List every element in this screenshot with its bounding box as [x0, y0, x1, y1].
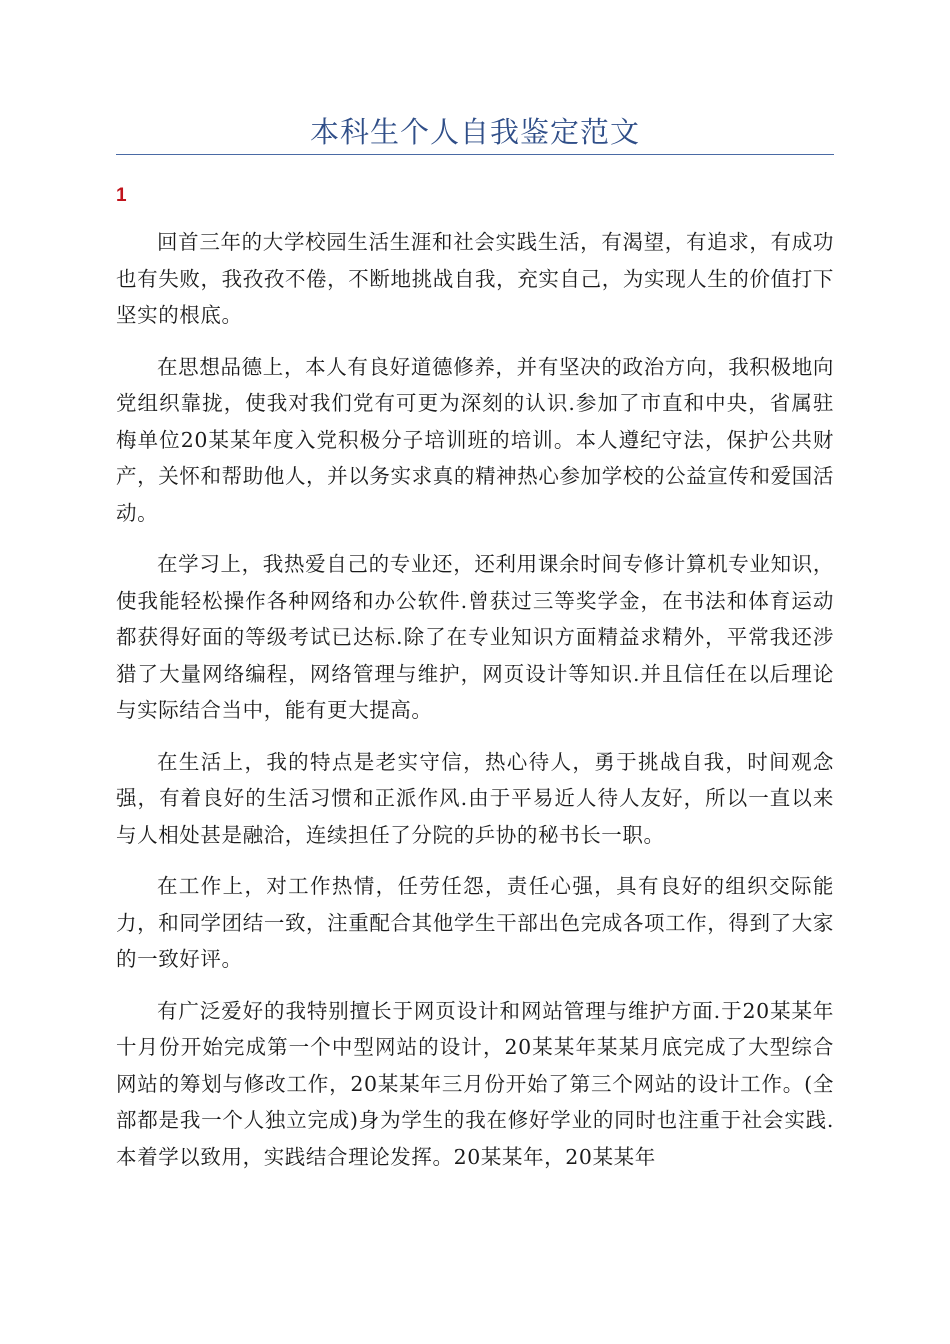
paragraph-hobbies: 有广泛爱好的我特别擅长于网页设计和网站管理与维护方面.于20某某年十月份开始完成第一个中型网站的设计，20某某年某某月底完成了大型综合网站的筹划与修改工作，20某某年三月份开始了第三个网站的设计工作。(全部都是我一个人独立完成)身为学生的我在修好学业的同时也注重于社会实践.本着学以致用，实践结合理论发挥。20某某年，20某某年 [116, 998, 834, 1169]
title-underline [116, 154, 834, 155]
paragraph-morality: 在思想品德上，本人有良好道德修养，并有坚决的政治方向，我积极地向党组织靠拢，使我对我们党有可更为深刻的认识.参加了市直和中央，省属驻梅单位20某某年度入党积极分子培训班的培训。本人遵纪守法，保护公共财产，关怀和帮助他人，并以务实求真的精神热心参加学校的公益宣传和爱国活动。 [116, 354, 834, 525]
paragraph-life: 在生活上，我的特点是老实守信，热心待人，勇于挑战自我，时间观念强，有着良好的生活习惯和正派作风.由于平易近人待人友好，所以一直以来与人相处甚是融洽，连续担任了分院的乒协的秘书长一职。 [116, 749, 834, 847]
paragraph-intro: 回首三年的大学校园生活生涯和社会实践生活，有渴望，有追求，有成功也有失败，我孜孜不倦，不断地挑战自我，充实自己，为实现人生的价值打下坚实的根底。 [116, 230, 834, 327]
paragraph-study: 在学习上，我热爱自己的专业还，还利用课余时间专修计算机专业知识，使我能轻松操作各种网络和办公软件.曾获过三等奖学金，在书法和体育运动都获得好面的等级考试已达标.除了在专业知识方面精益求精外，平常我还涉猎了大量网络编程，网络管理与维护，网页设计等知识.并且信任在以后理论与实际结合当中，能有更大提高。 [116, 552, 834, 722]
section-number: 1 [116, 185, 127, 206]
paragraph-work: 在工作上，对工作热情，任劳任怨，责任心强，具有良好的组织交际能力，和同学团结一致，注重配合其他学生干部出色完成各项工作，得到了大家的一致好评。 [116, 874, 834, 971]
document-body [116, 224, 834, 1190]
document-title: 本科生个人自我鉴定范文 [309, 115, 640, 149]
